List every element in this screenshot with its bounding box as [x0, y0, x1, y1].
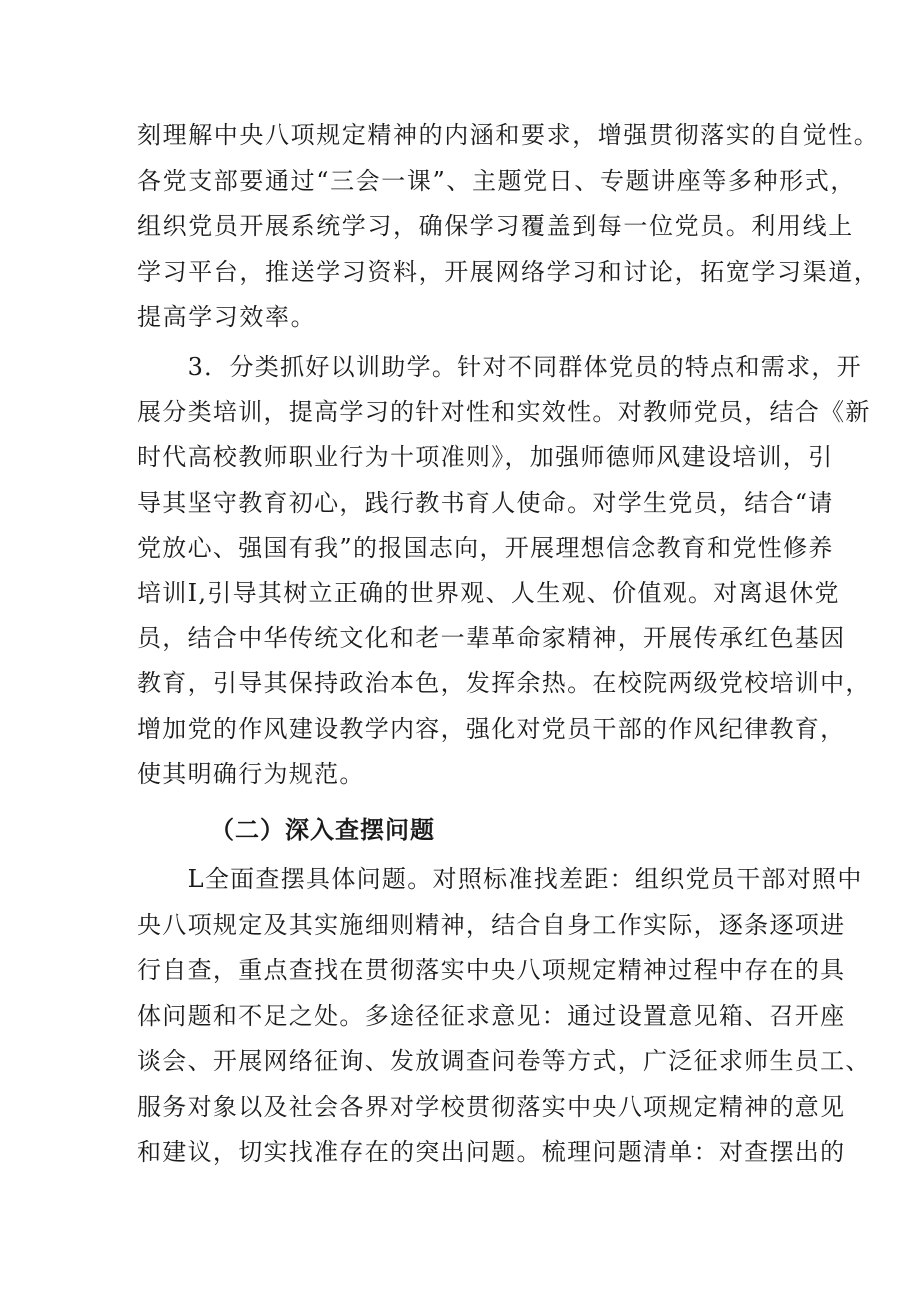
- text-line: 各党支部要通过“三会一课”、主题党日、专题讲座等多种形式，: [137, 166, 856, 195]
- text-line: 员，结合中华传统文化和老一辈革命家精神，开展传承红色基因: [137, 624, 846, 653]
- section-heading: （二）深入查摆问题: [210, 816, 435, 844]
- paragraph-study-channels: [137, 113, 880, 341]
- text-line: 服务对象以及社会各界对学校贯彻落实中央八项规定精神的意见: [137, 1092, 846, 1121]
- text-line: 培训I,引导其树立正确的世界观、人生观、价值观。对离退休党: [137, 579, 840, 608]
- text-line: 体问题和不足之处。多途径征求意见：通过设置意见箱、召开座: [137, 1001, 846, 1030]
- text-line: 增加党的作风建设教学内容，强化对党员干部的作风纪律教育，: [137, 714, 846, 743]
- text-line: L全面查摆具体问题。对照标准找差距：组织党员干部对照中: [137, 865, 863, 893]
- text-line: 谈会、开展网络征询、发放调查问卷等方式，广泛征求师生员工、: [137, 1047, 871, 1075]
- text-line: 和建议，切实找准存在的突出问题。梳理问题清单：对查摆出的: [137, 1138, 846, 1166]
- paragraph-identify-problems: [137, 857, 871, 1176]
- text-line: 时代高校教师职业行为十项准则》，加强师德师风建设培训，引: [137, 443, 834, 472]
- text-line: 行自查，重点查找在贯彻落实中央八项规定精神过程中存在的具: [137, 956, 846, 984]
- text-line: 党放心、强国有我”的报国志向，开展理想信念教育和党性修养: [137, 533, 834, 562]
- text-line: 提高学习效率。: [137, 303, 317, 331]
- text-line: 导其坚守教育初心，践行教书育人使命。对学生党员，结合“请: [137, 488, 834, 517]
- text-line: 展分类培训，提高学习的针对性和实效性。对教师党员，结合《新: [137, 398, 871, 427]
- text-line: 教育，引导其保持政治本色，发挥余热。在校院两级党校培训中，: [137, 669, 871, 698]
- text-line: 使其明确行为规范。: [137, 759, 365, 788]
- text-line: 3．分类抓好以训助学。针对不同群体党员的特点和需求，开: [137, 353, 862, 381]
- text-line: 组织党员开展系统学习，确保学习覆盖到每一位党员。利用线上: [137, 212, 854, 240]
- text-line: 刻理解中央八项规定精神的内涵和要求，增强贯彻落实的自觉性。: [137, 121, 880, 149]
- text-line: 央八项规定及其实施细则精神，结合自身工作实际，逐条逐项进: [137, 910, 846, 939]
- text-line: 学习平台，推送学习资料，开展网络学习和讨论，拓宽学习渠道，: [137, 257, 880, 286]
- paragraph-classified-training: [137, 345, 871, 797]
